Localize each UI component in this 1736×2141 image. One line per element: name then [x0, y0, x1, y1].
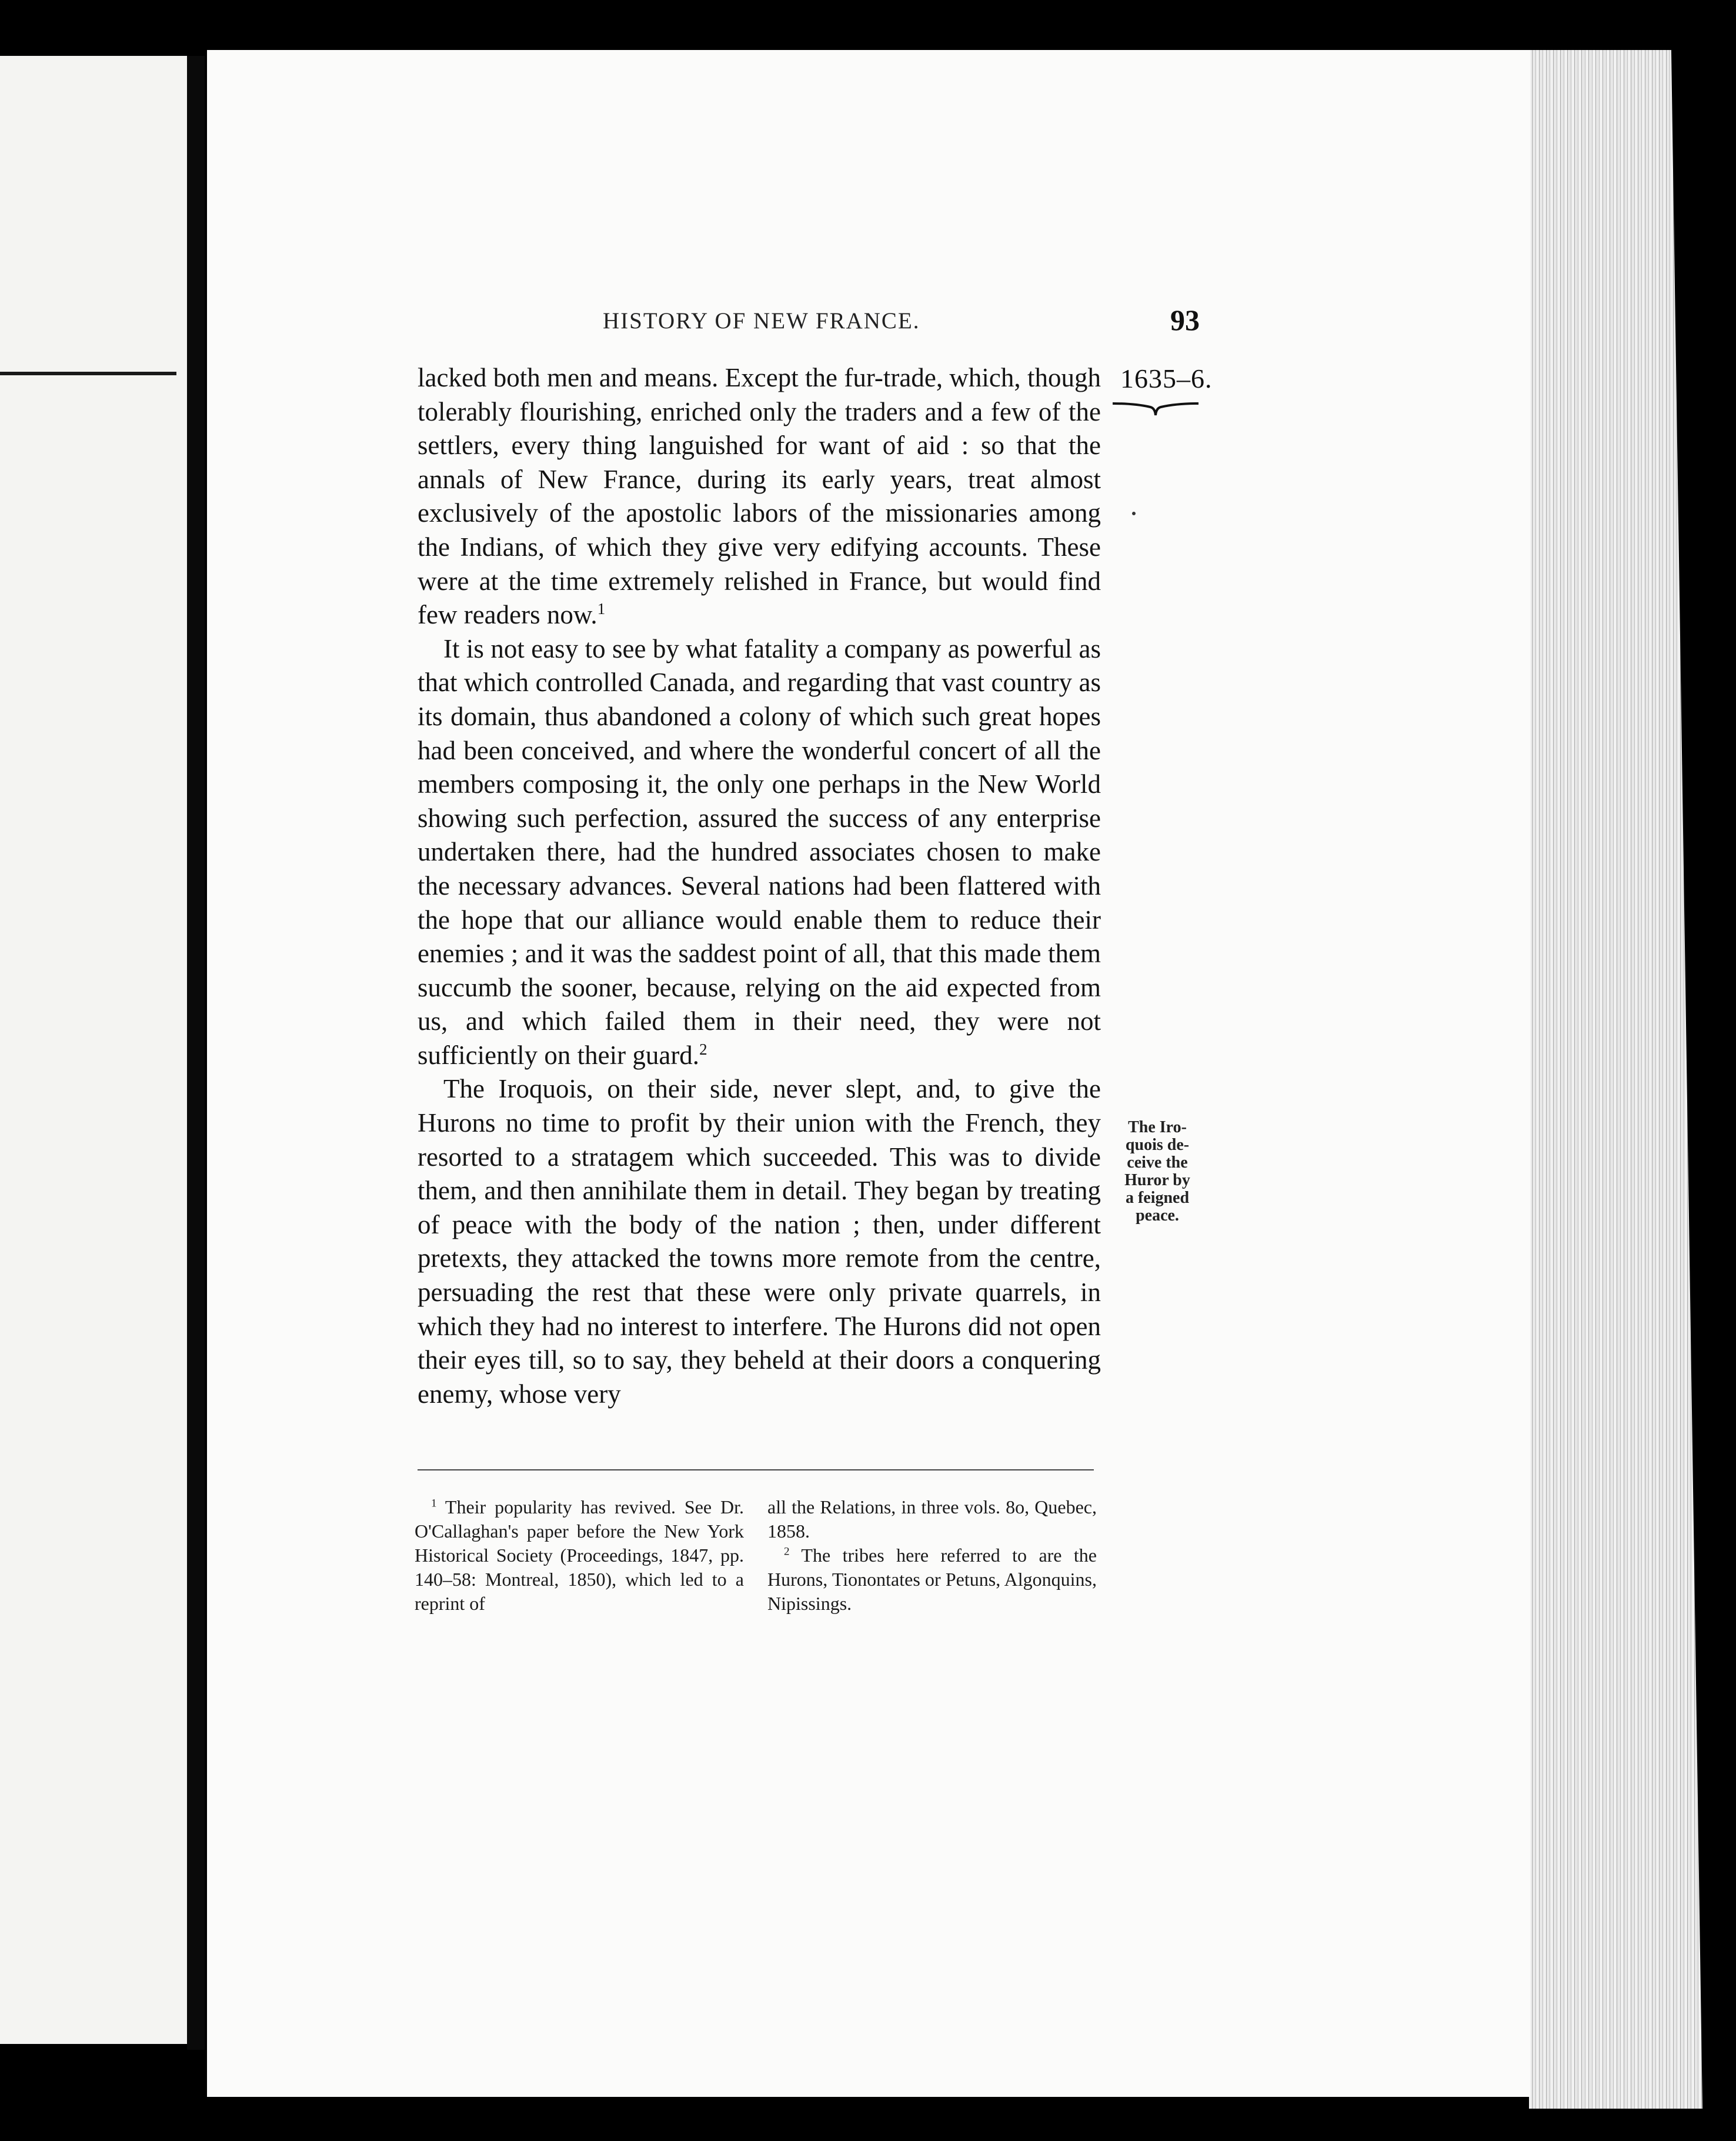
paragraph	[418, 361, 1101, 632]
footnote	[415, 1495, 744, 1616]
footnote-text: Their popularity has revived. See Dr. O'Callaghan's paper before the New York Historical Society (Proceedings, 1847, pp. 140–58: Montreal, 1850), which led to a reprint of	[415, 1496, 744, 1614]
side-note-line: peace.	[1136, 1206, 1179, 1225]
footnote-separator	[418, 1469, 1094, 1470]
footnote-column-left	[415, 1495, 744, 1616]
footnote-text: all the Relations, in three vols. 8o, Quebec, 1858.	[767, 1496, 1097, 1542]
paragraph-text: lacked both men and means. Except the fur-trade, which, though tolerably flourishing, enriched only the traders and a few of the settlers, every thing languished for want of aid : so that the annals of New France, during its early years, treat almost exclusively of the apostolic labors of the missionaries among the Indians, of which they give very edifying accounts. These were at the time extremely relished in France, but would find few readers now.	[418, 363, 1101, 630]
brace-ornament	[1111, 399, 1200, 420]
margin-year: 1635–6.	[1120, 363, 1213, 393]
footnotes	[415, 1495, 1097, 1616]
footnote	[767, 1543, 1097, 1616]
side-note-line: ceive the	[1127, 1153, 1188, 1172]
side-note-line: quois de-	[1125, 1136, 1190, 1154]
footnote-text: The tribes here referred to are the Hurons, Tionontates or Petuns, Algonquins, Nipissings.	[767, 1545, 1097, 1614]
side-note-line: The Iro-	[1128, 1118, 1187, 1136]
page-number: 93	[1170, 304, 1200, 336]
footnote-marker: 1	[431, 1497, 437, 1510]
footnote-continuation	[767, 1495, 1097, 1543]
page-edges	[1529, 50, 1702, 2109]
facing-page-left	[0, 56, 189, 2044]
book-gutter	[187, 56, 205, 2050]
paragraph	[418, 632, 1101, 1073]
side-note-line: a feigned	[1125, 1189, 1190, 1207]
side-note-line: Huror by	[1124, 1171, 1190, 1189]
stray-mark	[1132, 512, 1136, 515]
paragraph-text: The Iroquois, on their side, never slept, and, to give the Hurons no time to profit by their union with the French, they resorted to a stratagem which succeeded. This was to divide them, and then annihilate them in detail. They began by treating of peace with the body of the nation ; then, under different pretexts, they attacked the towns more remote from the centre, persuading the rest that these were only private quarrels, in which they had no interest to interfere. The Hurons did not open their eyes till, so to say, they beheld at their doors a conquering enemy, whose very	[418, 1074, 1101, 1409]
body-text	[418, 361, 1101, 1411]
facing-page-rule	[0, 372, 176, 375]
margin-side-note	[1104, 1119, 1210, 1225]
paragraph-text: It is not easy to see by what fatality a company as powerful as that which controlled Canada, and regarding that vast country as its domain, thus abandoned a colony of which such great hopes had been conceived, and where the wonderful concert of all the members composing it, the only one perhaps in the New World showing such perfection, assured the success of any enterprise undertaken there, had the hundred associates chosen to make the necessary advances. Several nations had been flattered with the hope that our alliance would enable them to reduce their enemies ; and it was the saddest point of all, that this made them succumb the sooner, because, relying on the aid expected from us, and which failed them in their need, they were not sufficiently on their guard.	[418, 633, 1101, 1070]
footnote-marker: 2	[784, 1545, 790, 1558]
paragraph	[418, 1072, 1101, 1411]
footnote-column-right	[767, 1495, 1097, 1616]
footnote-ref: 1	[597, 600, 606, 618]
footnote-ref: 2	[699, 1040, 707, 1058]
running-head: HISTORY OF NEW FRANCE.	[603, 308, 920, 334]
